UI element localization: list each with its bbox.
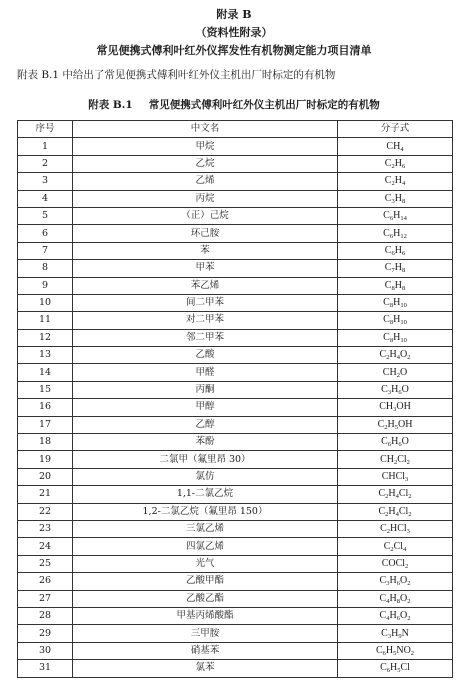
row-formula: $C_2H_5OH$ xyxy=(338,416,453,433)
row-formula: $C_3H_6O_2$ xyxy=(338,573,453,590)
row-chinese-name: 乙烯 xyxy=(73,173,338,190)
row-formula: $C_2H_4Cl_2$ xyxy=(338,503,453,520)
table-row xyxy=(18,660,453,677)
row-formula: $C_8H_{10}$ xyxy=(338,312,453,329)
header-formula: 分子式 xyxy=(338,121,453,138)
table-row xyxy=(18,538,453,555)
table-caption-text: 常见便携式傅利叶红外仪主机出厂时标定的有机物 xyxy=(148,99,380,111)
row-formula: $C_3H_9N$ xyxy=(338,625,453,642)
row-chinese-name: 氯苯 xyxy=(73,660,338,677)
table-row xyxy=(18,260,453,277)
row-formula: $C_3H_6O$ xyxy=(338,381,453,398)
row-formula: $C_4H_6O_2$ xyxy=(338,607,453,624)
row-serial: 27 xyxy=(18,590,73,607)
row-chinese-name: 硝基苯 xyxy=(73,642,338,659)
row-serial: 13 xyxy=(18,347,73,364)
row-formula: $C_2Cl_4$ xyxy=(338,538,453,555)
row-formula: $CH_2O$ xyxy=(338,364,453,381)
row-chinese-name: 间二甲苯 xyxy=(73,294,338,311)
table-row xyxy=(18,155,453,172)
row-formula: $C_6H_5NO_2$ xyxy=(338,642,453,659)
row-serial: 31 xyxy=(18,660,73,677)
table-row xyxy=(18,173,453,190)
table-row xyxy=(18,364,453,381)
row-serial: 9 xyxy=(18,277,73,294)
row-serial: 14 xyxy=(18,364,73,381)
row-chinese-name: 三甲胺 xyxy=(73,625,338,642)
row-formula: $C_6H_5Cl$ xyxy=(338,660,453,677)
table-row xyxy=(18,190,453,207)
row-chinese-name: 1,2-二氯乙烷（氟里昂 150） xyxy=(73,503,338,520)
row-serial: 3 xyxy=(18,173,73,190)
table-row xyxy=(18,242,453,259)
appendix-nature: （资料性附录） xyxy=(195,26,273,39)
row-chinese-name: 甲基丙烯酸酯 xyxy=(73,607,338,624)
table-row xyxy=(18,207,453,224)
row-serial: 22 xyxy=(18,503,73,520)
row-serial: 21 xyxy=(18,486,73,503)
row-chinese-name: 丙酮 xyxy=(73,381,338,398)
row-serial: 29 xyxy=(18,625,73,642)
row-formula: $C_6H_6O$ xyxy=(338,434,453,451)
row-chinese-name: 氯仿 xyxy=(73,468,338,485)
table-row xyxy=(18,451,453,468)
header-chinese-name: 中文名 xyxy=(73,121,338,138)
row-serial: 17 xyxy=(18,416,73,433)
table-row xyxy=(18,277,453,294)
compound-table xyxy=(17,120,453,678)
row-formula: $C_3H_8$ xyxy=(338,190,453,207)
table-row xyxy=(18,347,453,364)
row-chinese-name: 乙烷 xyxy=(73,155,338,172)
row-formula: $C_2H_4$ xyxy=(338,173,453,190)
row-formula: $C_6H_6$ xyxy=(338,242,453,259)
appendix-title: 常见便携式傅利叶红外仪挥发性有机物测定能力项目清单 xyxy=(96,44,372,57)
row-serial: 7 xyxy=(18,242,73,259)
row-serial: 1 xyxy=(18,138,73,155)
row-chinese-name: 三氯乙烯 xyxy=(73,520,338,537)
row-serial: 20 xyxy=(18,468,73,485)
row-chinese-name: 乙酸 xyxy=(73,347,338,364)
row-serial: 25 xyxy=(18,555,73,572)
row-serial: 10 xyxy=(18,294,73,311)
table-row xyxy=(18,607,453,624)
table-row xyxy=(18,434,453,451)
row-chinese-name: 环己胺 xyxy=(73,225,338,242)
appendix-label: 附录 B xyxy=(216,8,252,21)
row-chinese-name: 苯乙烯 xyxy=(73,277,338,294)
table-row xyxy=(18,312,453,329)
table-row xyxy=(18,573,453,590)
row-chinese-name: （正）己烷 xyxy=(73,207,338,224)
row-chinese-name: 甲苯 xyxy=(73,260,338,277)
row-formula: $C_6H_{12}$ xyxy=(338,225,453,242)
row-chinese-name: 四氯乙烯 xyxy=(73,538,338,555)
table-row xyxy=(18,503,453,520)
table-row xyxy=(18,642,453,659)
row-formula: $C_2H_4O_2$ xyxy=(338,347,453,364)
row-serial: 12 xyxy=(18,329,73,346)
row-chinese-name: 乙酸乙酯 xyxy=(73,590,338,607)
row-serial: 26 xyxy=(18,573,73,590)
row-chinese-name: 乙酸甲酯 xyxy=(73,573,338,590)
row-formula: $C_6H_{14}$ xyxy=(338,207,453,224)
table-caption xyxy=(0,97,468,112)
row-serial: 19 xyxy=(18,451,73,468)
row-chinese-name: 对二甲苯 xyxy=(73,312,338,329)
table-row xyxy=(18,486,453,503)
row-serial: 24 xyxy=(18,538,73,555)
row-chinese-name: 甲醛 xyxy=(73,364,338,381)
row-serial: 8 xyxy=(18,260,73,277)
row-formula: $C_8H_8$ xyxy=(338,277,453,294)
table-row xyxy=(18,138,453,155)
row-chinese-name: 丙烷 xyxy=(73,190,338,207)
row-formula: $C_2H_4Cl_2$ xyxy=(338,486,453,503)
row-serial: 23 xyxy=(18,520,73,537)
row-chinese-name: 邻二甲苯 xyxy=(73,329,338,346)
header-serial: 序号 xyxy=(18,121,73,138)
row-formula: COCl$_2$ xyxy=(338,555,453,572)
table-row xyxy=(18,381,453,398)
row-chinese-name: 甲烷 xyxy=(73,138,338,155)
row-serial: 28 xyxy=(18,607,73,624)
row-chinese-name: 甲醇 xyxy=(73,399,338,416)
row-serial: 15 xyxy=(18,381,73,398)
row-serial: 11 xyxy=(18,312,73,329)
table-caption-id: 附表 B.1 xyxy=(88,99,133,111)
table-row xyxy=(18,399,453,416)
table-row xyxy=(18,329,453,346)
row-chinese-name: 苯酚 xyxy=(73,434,338,451)
row-formula: $C_2HCl_3$ xyxy=(338,520,453,537)
row-chinese-name: 乙醇 xyxy=(73,416,338,433)
row-serial: 30 xyxy=(18,642,73,659)
table-row xyxy=(18,468,453,485)
table-row xyxy=(18,555,453,572)
row-serial: 16 xyxy=(18,399,73,416)
row-formula: CHCl$_3$ xyxy=(338,468,453,485)
table-row xyxy=(18,625,453,642)
row-serial: 5 xyxy=(18,207,73,224)
row-formula: $CH_4$ xyxy=(338,138,453,155)
table-row xyxy=(18,590,453,607)
table-row xyxy=(18,520,453,537)
table-row xyxy=(18,294,453,311)
table-row xyxy=(18,225,453,242)
row-formula: $C_8H_{10}$ xyxy=(338,329,453,346)
row-serial: 6 xyxy=(18,225,73,242)
intro-paragraph: 附表 B.1 中给出了常见便携式傅利叶红外仪主机出厂时标定的有机物 xyxy=(17,69,336,81)
table-header-row xyxy=(18,121,453,138)
row-formula: $CH_3OH$ xyxy=(338,399,453,416)
row-serial: 2 xyxy=(18,155,73,172)
row-formula: $C_7H_8$ xyxy=(338,260,453,277)
row-chinese-name: 苯 xyxy=(73,242,338,259)
row-chinese-name: 1,1-二氯乙烷 xyxy=(73,486,338,503)
row-chinese-name: 二氯甲（氟里昂 30） xyxy=(73,451,338,468)
row-formula: $C_8H_{10}$ xyxy=(338,294,453,311)
row-serial: 18 xyxy=(18,434,73,451)
row-serial: 4 xyxy=(18,190,73,207)
row-formula: $CH_2Cl_2$ xyxy=(338,451,453,468)
row-chinese-name: 光气 xyxy=(73,555,338,572)
row-formula: $C_2H_6$ xyxy=(338,155,453,172)
table-row xyxy=(18,416,453,433)
row-formula: $C_4H_8O_2$ xyxy=(338,590,453,607)
